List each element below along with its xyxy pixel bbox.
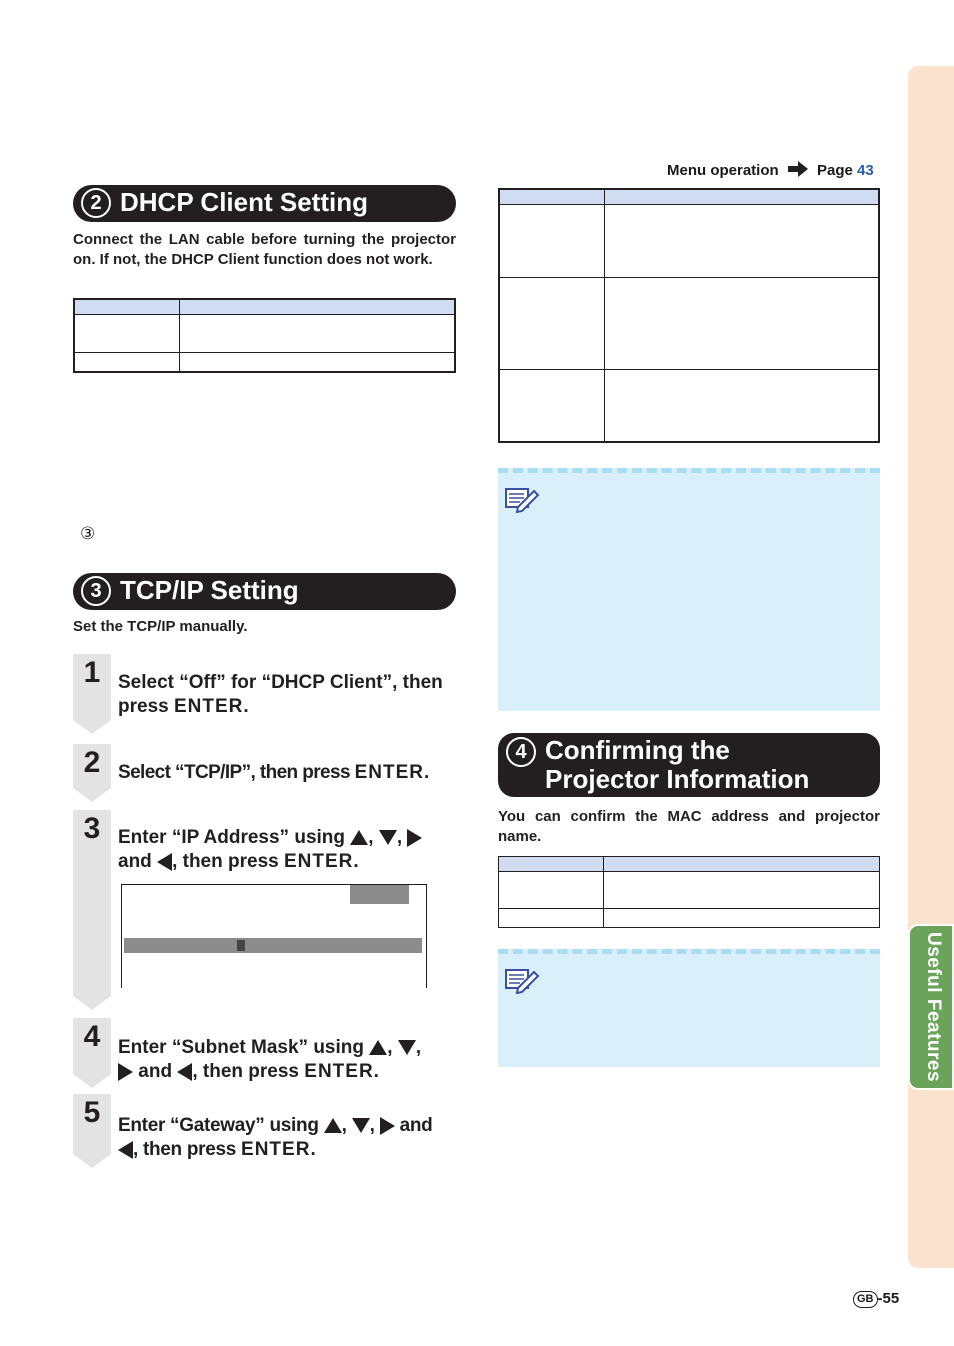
down-arrow-icon <box>352 1118 370 1133</box>
step-text-part: . <box>310 1139 316 1160</box>
tcpip-section-header <box>73 573 456 610</box>
step-3-line1: Enter “IP Address” using , , <box>118 826 458 850</box>
right-triangle-icon <box>380 1117 395 1135</box>
note-box <box>498 468 880 711</box>
step-5-line2 <box>118 1138 463 1162</box>
down-arrow-icon <box>379 830 397 845</box>
section-number-badge: 3 <box>81 576 111 606</box>
confirm-intro-text: You can confirm the MAC address and projector name. <box>498 808 880 845</box>
screen-illustration <box>121 884 427 988</box>
step-1-line2 <box>118 695 458 719</box>
step-text-part: Enter “IP Address” using <box>118 827 345 848</box>
step-3-bar <box>73 810 111 996</box>
step-text-part: . <box>373 1061 379 1082</box>
right-triangle-icon <box>407 829 422 847</box>
region-badge: GB <box>853 1291 878 1308</box>
step-4-bar <box>73 1018 111 1074</box>
step-text-part: press <box>118 696 174 717</box>
section-title-line2: Projector Information <box>545 764 810 794</box>
stray-marker: ③ <box>80 524 96 543</box>
step-4-line2 <box>118 1060 458 1084</box>
note-box <box>498 949 880 1067</box>
enter-key-label: ENTER <box>241 1139 311 1160</box>
step-text-part: Select “TCP/IP”, then press <box>118 762 355 783</box>
section-number-badge: 4 <box>506 737 536 767</box>
dhcp-section-header <box>73 185 456 222</box>
step-number: 4 <box>83 1020 101 1053</box>
up-arrow-icon <box>350 830 368 845</box>
step-number: 3 <box>83 812 101 845</box>
left-triangle-icon <box>177 1063 192 1081</box>
up-arrow-icon <box>369 1040 387 1055</box>
step-3-text <box>118 826 458 874</box>
step-4-text <box>118 1036 458 1084</box>
up-arrow-icon <box>324 1118 342 1133</box>
left-triangle-icon <box>118 1141 133 1159</box>
step-1-bar <box>73 654 111 720</box>
page-number <box>853 1290 899 1308</box>
side-tab-label: Useful Features <box>923 932 944 1083</box>
step-text-part: Enter “Subnet Mask” using <box>118 1037 364 1058</box>
pencil-note-icon <box>504 966 540 994</box>
right-triangle-icon <box>118 1063 133 1081</box>
step-text-part: . <box>243 696 249 717</box>
step-text-part: , then press <box>172 851 284 872</box>
menu-operation-label: Menu operation <box>667 162 779 179</box>
step-text-part: , then press <box>192 1061 305 1082</box>
page-label: Page <box>817 162 853 179</box>
projector-info-table <box>498 856 880 928</box>
tcpip-intro-text: Set the TCP/IP manually. <box>73 618 248 635</box>
step-3-line2 <box>118 850 458 874</box>
right-arrow-icon <box>787 160 809 178</box>
page-link[interactable]: 43 <box>857 162 874 179</box>
step-text-part: and <box>399 1115 433 1136</box>
enter-key-label: ENTER <box>283 851 354 872</box>
pencil-note-icon <box>504 485 540 513</box>
enter-key-label: ENTER <box>354 762 425 783</box>
step-5-bar <box>73 1094 111 1154</box>
section-title-line1: Confirming the <box>545 735 730 765</box>
tcpip-settings-table <box>498 188 880 443</box>
step-5-line1: Enter “Gateway” using , , and <box>118 1115 433 1136</box>
left-triangle-icon <box>157 853 172 871</box>
page-number-text: -55 <box>877 1290 900 1307</box>
down-arrow-icon <box>398 1040 416 1055</box>
enter-key-label: ENTER <box>173 696 244 717</box>
enter-key-label: ENTER <box>304 1061 374 1082</box>
section-title: TCP/IP Setting <box>120 575 299 605</box>
step-text-part: , then press <box>133 1139 242 1160</box>
screen-cursor <box>237 940 245 951</box>
side-tab-useful-features[interactable] <box>908 924 954 1090</box>
step-text-part: and <box>138 1061 173 1082</box>
dhcp-settings-table <box>73 298 456 373</box>
menu-operation-reference <box>667 160 874 179</box>
step-number: 5 <box>83 1096 101 1129</box>
step-2-bar <box>73 744 111 788</box>
step-text-part: . <box>353 851 359 872</box>
step-4-line1: Enter “Subnet Mask” using , , <box>118 1037 422 1058</box>
confirm-section-header <box>498 733 880 797</box>
step-1-text <box>118 671 458 719</box>
step-2-text <box>118 761 458 785</box>
dhcp-warning-text: Connect the LAN cable before turning the projector on. If not, the DHCP Client function does not work. <box>73 231 456 268</box>
screen-selected-row <box>124 938 422 953</box>
step-text-part: Enter “Gateway” using <box>118 1115 319 1136</box>
step-5-text <box>118 1114 463 1162</box>
section-title: DHCP Client Setting <box>120 187 368 217</box>
step-number: 1 <box>83 656 101 689</box>
screen-tab-highlight <box>350 885 409 904</box>
step-1-line1: Select “Off” for “DHCP Client”, then <box>118 672 443 693</box>
section-number-badge: 2 <box>81 188 111 218</box>
step-text-part: and <box>118 851 152 872</box>
step-number: 2 <box>83 746 101 779</box>
step-text-part: . <box>424 762 429 783</box>
